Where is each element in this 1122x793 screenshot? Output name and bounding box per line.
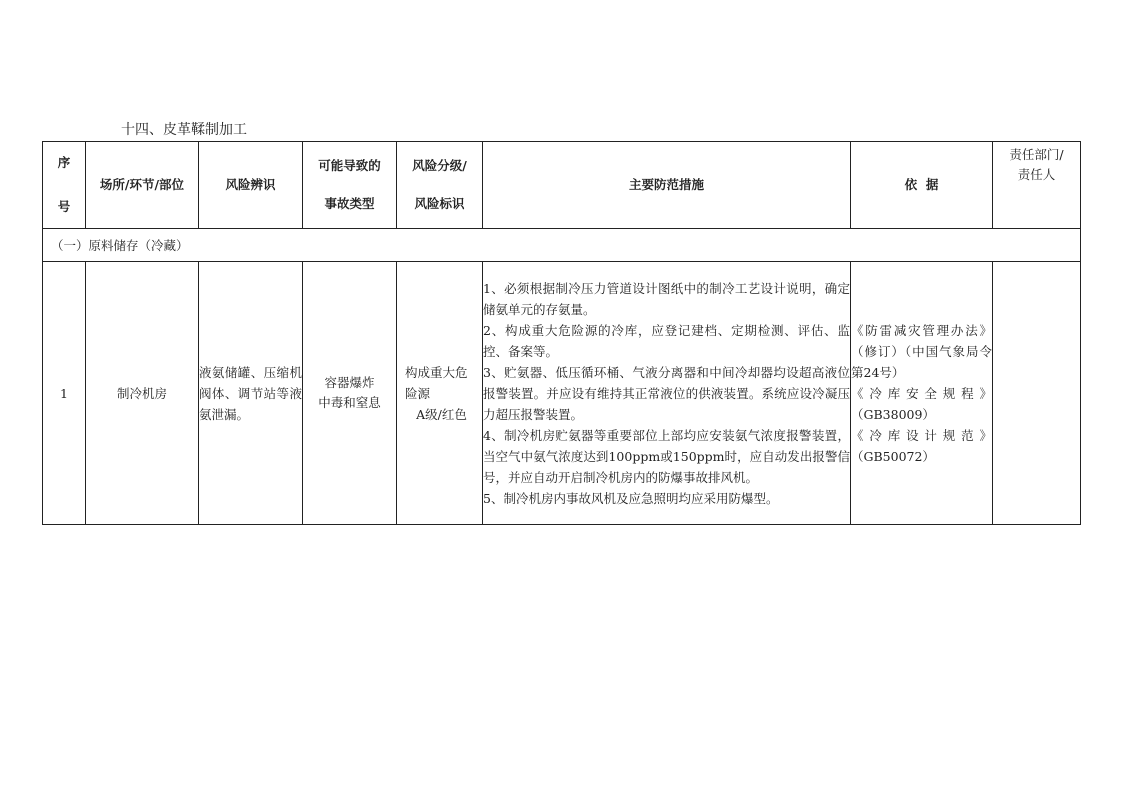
- header-level-line2: 风险标识: [414, 196, 465, 211]
- header-level-line1: 风险分级/: [412, 158, 467, 173]
- header-accident-line2: 事故类型: [324, 196, 375, 211]
- basis-item: 《冷库安全规程》（GB38009）: [851, 385, 992, 422]
- cell-place: 制冷机房: [86, 262, 199, 525]
- cell-accident-line2: 中毒和窒息: [318, 395, 381, 410]
- header-seq-line1: 序: [57, 155, 71, 170]
- header-seq-line2: 号: [57, 199, 71, 214]
- header-responsible: [993, 142, 1081, 229]
- cell-accident-line1: 容器爆炸: [324, 375, 375, 390]
- header-accident-line1: 可能导致的: [318, 158, 381, 173]
- header-risk-id: 风险辨识: [199, 142, 303, 229]
- risk-table: [42, 141, 1081, 525]
- section-row: [43, 229, 1081, 262]
- table-row: [43, 262, 1081, 525]
- cell-level: [397, 262, 483, 525]
- header-basis: 依 据: [851, 142, 993, 229]
- cell-risk-id: 液氨储罐、压缩机阀体、调节站等液氨泄漏。: [199, 262, 303, 525]
- cell-seq: 1: [43, 262, 86, 525]
- header-responsible-line1: 责任部门/: [1009, 147, 1064, 162]
- header-accident: [303, 142, 397, 229]
- section-title: 十四、皮革鞣制加工: [121, 122, 247, 138]
- cell-basis: [851, 262, 993, 525]
- measure-item: 2、构成重大危险源的冷库，应登记建档、定期检测、评估、监控、备案等。: [483, 322, 850, 359]
- basis-item: 《冷库设计规范》（GB50072）: [851, 427, 992, 464]
- header-responsible-line2: 责任人: [1017, 167, 1056, 182]
- measure-item: 4、制冷机房贮氨器等重要部位上部均应安装氨气浓度报警装置，当空气中氨气浓度达到100ppm或150ppm时，应自动发出报警信号，并应自动开启制冷机房内的防爆事故排风机。: [483, 427, 850, 485]
- basis-item: 《防雷减灾管理办法》（修订）（中国气象局令第24号）: [851, 322, 992, 380]
- header-seq: [43, 142, 86, 229]
- header-row: [43, 142, 1081, 229]
- section-row-label: （一）原料储存（冷藏）: [43, 229, 1081, 262]
- cell-accident: [303, 262, 397, 525]
- measure-item: 3、贮氨器、低压循环桶、气液分离器和中间冷却器均设超高液位报警装置。并应设有维持其正常液位的供液装置。系统应设冷凝压力超压报警装置。: [483, 364, 850, 422]
- cell-level-line1: 构成重大危险源: [405, 364, 468, 401]
- cell-responsible: [993, 262, 1081, 525]
- measure-item: 5、制冷机房内事故风机及应急照明均应采用防爆型。: [483, 490, 779, 506]
- measure-item: 1、必须根据制冷压力管道设计图纸中的制冷工艺设计说明，确定储氨单元的存氨量。: [483, 280, 850, 317]
- cell-level-line2: A级/红色: [416, 406, 467, 422]
- header-place: 场所/环节/部位: [86, 142, 199, 229]
- header-measures: 主要防范措施: [483, 142, 851, 229]
- cell-measures: [483, 262, 851, 525]
- header-level: [397, 142, 483, 229]
